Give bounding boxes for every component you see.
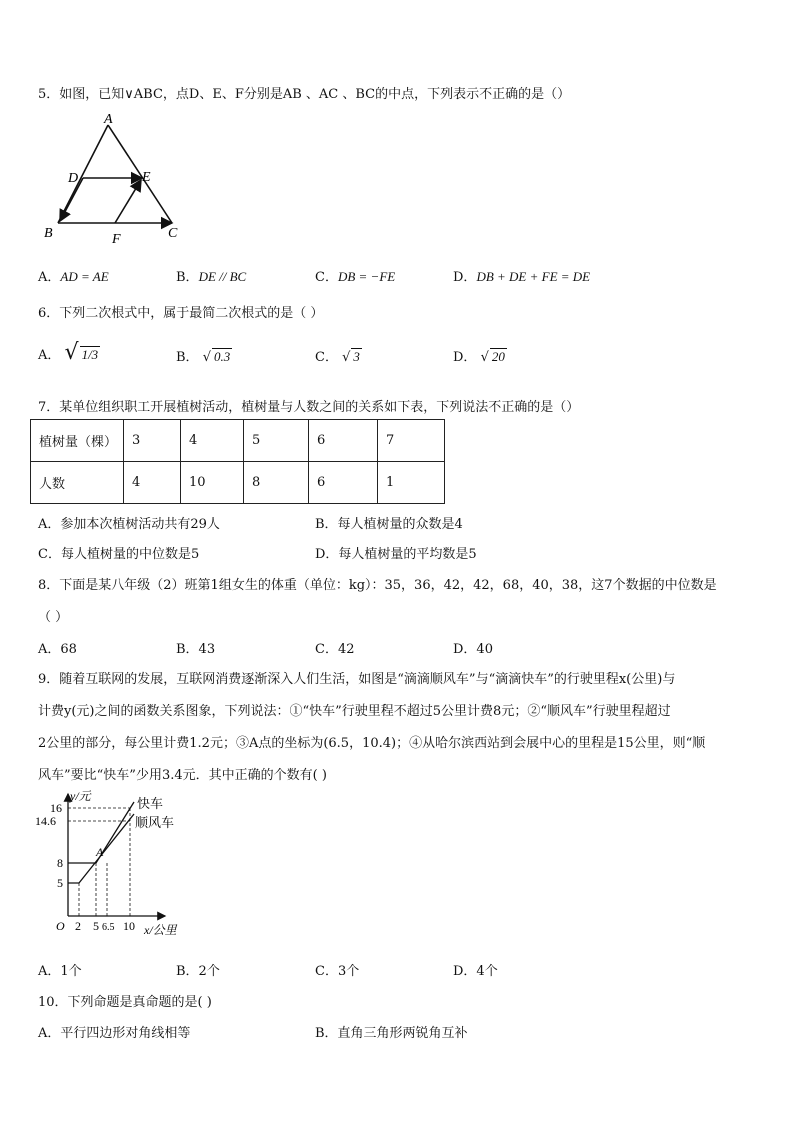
q8-option-a[interactable]: A．68 <box>38 642 77 657</box>
q9-graph <box>30 788 200 940</box>
table-row <box>31 420 445 462</box>
graph-xtick-5: 5 <box>93 919 99 933</box>
graph-ytick-14.6: 14.6 <box>35 814 56 828</box>
table-cell: 4 <box>181 420 244 462</box>
table-cell: 6 <box>309 420 378 462</box>
q6-option-b[interactable]: B． √ 0.3 <box>176 349 231 365</box>
q5-option-d-expr: DB + DE + FE = DE <box>476 269 591 284</box>
q8-option-b[interactable]: B．43 <box>176 642 216 657</box>
q9-option-a[interactable]: A．1个 <box>38 964 82 979</box>
table-row <box>31 462 445 504</box>
q7-table <box>30 419 445 504</box>
q8-option-d[interactable]: D．40 <box>453 642 493 657</box>
q6-option-d-expr: 20 <box>491 349 505 364</box>
table-cell: 4 <box>124 462 181 504</box>
q5-option-b-expr: DE // BC <box>198 269 247 284</box>
sqrt-sign: √ <box>64 340 79 365</box>
q5-option-c-expr: DB = −FE <box>337 269 396 284</box>
q5-triangle-figure <box>40 110 190 250</box>
label-E: E <box>142 170 151 185</box>
graph-xtick-6.5: 6.5 <box>102 922 115 933</box>
q8-text: 8．下面是某八年级（2）班第1组女生的体重（单位：kg）：35，36，42，42，68，40，38，这7个数据的中位数是 <box>38 578 717 593</box>
q6-option-d[interactable]: D． √ 20 <box>453 349 505 365</box>
label-F: F <box>112 232 121 247</box>
q7-option-c[interactable]: C．每人植树量的中位数是5 <box>38 547 200 562</box>
q5-option-c[interactable]: C．DB = −FE <box>315 269 396 285</box>
graph-ytick-16: 16 <box>50 801 62 815</box>
q5-text: 5．如图，已知∨ABC，点D、E、F分别是AB 、AC 、BC的中点，下列表示不正确的是（） <box>38 87 571 102</box>
table-cell: 7 <box>378 420 445 462</box>
q8-option-c[interactable]: C．42 <box>315 642 355 657</box>
q7-option-d[interactable]: D．每人植树量的平均数是5 <box>315 547 477 562</box>
q6-option-b-expr: 0.3 <box>214 349 231 364</box>
table-cell: 1 <box>378 462 445 504</box>
q9-line2: 计费y(元)之间的函数关系图象，下列说法：①“快车”行驶里程不超过5公里计费8元；②“顺风车”行驶里程超过 <box>38 704 671 719</box>
q5-option-a-expr: AD = AE <box>60 269 109 284</box>
q10-option-a[interactable]: A．平行四边形对角线相等 <box>38 1026 191 1041</box>
q6-option-a-expr: 1/3 <box>81 347 99 362</box>
table-cell: 人数 <box>31 462 124 504</box>
q6-option-a[interactable]: A． √ 1/3 <box>38 340 99 365</box>
q8-paren: （ ） <box>38 610 69 625</box>
q9-option-b[interactable]: B．2个 <box>176 964 220 979</box>
graph-ytick-8: 8 <box>57 856 63 870</box>
q5-option-d[interactable]: D．DB + DE + FE = DE <box>453 269 591 285</box>
q9-option-d[interactable]: D．4个 <box>453 964 498 979</box>
label-C: C <box>168 226 178 241</box>
q5-option-b[interactable]: B．DE // BC <box>176 269 247 285</box>
sqrt-sign: √ <box>342 350 351 365</box>
sqrt-sign: √ <box>202 350 211 365</box>
q5-option-a[interactable]: A．AD = AE <box>38 269 109 285</box>
q9-option-c[interactable]: C．3个 <box>315 964 360 979</box>
q9-line1: 9．随着互联网的发展，互联网消费逐渐深入人们生活，如图是“滴滴顺风车”与“滴滴快车”的行驶里程x(公里)与 <box>38 672 676 687</box>
sqrt-sign: √ <box>480 350 489 365</box>
q6-option-c[interactable]: C． √ 3 <box>315 349 360 365</box>
q10-option-b[interactable]: B．直角三角形两锐角互补 <box>315 1026 468 1041</box>
q7-option-b[interactable]: B．每人植树量的众数是4 <box>315 517 463 532</box>
table-cell: 8 <box>244 462 309 504</box>
graph-legend-shun: 顺风车 <box>135 816 175 831</box>
graph-origin: O <box>56 919 65 933</box>
table-cell: 10 <box>181 462 244 504</box>
graph-xlabel: x/公里 <box>144 923 177 937</box>
q6-text: 6．下列二次根式中，属于最简二次根式的是（ ） <box>38 306 324 321</box>
graph-legend-fast: 快车 <box>137 797 164 812</box>
q10-text: 10．下列命题是真命题的是( ) <box>38 995 212 1010</box>
q7-text: 7．某单位组织职工开展植树活动，植树量与人数之间的关系如下表，下列说法不正确的是（） <box>38 400 580 415</box>
table-cell: 植树量（棵） <box>31 420 124 462</box>
graph-xtick-10: 10 <box>123 919 135 933</box>
table-cell: 3 <box>124 420 181 462</box>
q9-line3: 2公里的部分，每公里计费1.2元；③A点的坐标为(6.5，10.4)；④从哈尔滨西站到会展中心的里程是15公里，则“顺 <box>38 736 706 751</box>
q9-line4: 风车”要比“快车”少用3.4元．其中正确的个数有( ) <box>38 768 327 783</box>
q6-option-c-expr: 3 <box>353 349 360 364</box>
graph-point-A: A <box>96 845 104 859</box>
graph-ytick-5: 5 <box>57 876 63 890</box>
q7-option-a[interactable]: A．参加本次植树活动共有29人 <box>38 517 220 532</box>
graph-xtick-2: 2 <box>75 919 81 933</box>
graph-ylabel: y/元 <box>70 789 91 803</box>
label-B: B <box>44 226 53 241</box>
table-cell: 6 <box>309 462 378 504</box>
table-cell: 5 <box>244 420 309 462</box>
label-D: D <box>68 171 79 186</box>
label-A: A <box>104 112 113 127</box>
